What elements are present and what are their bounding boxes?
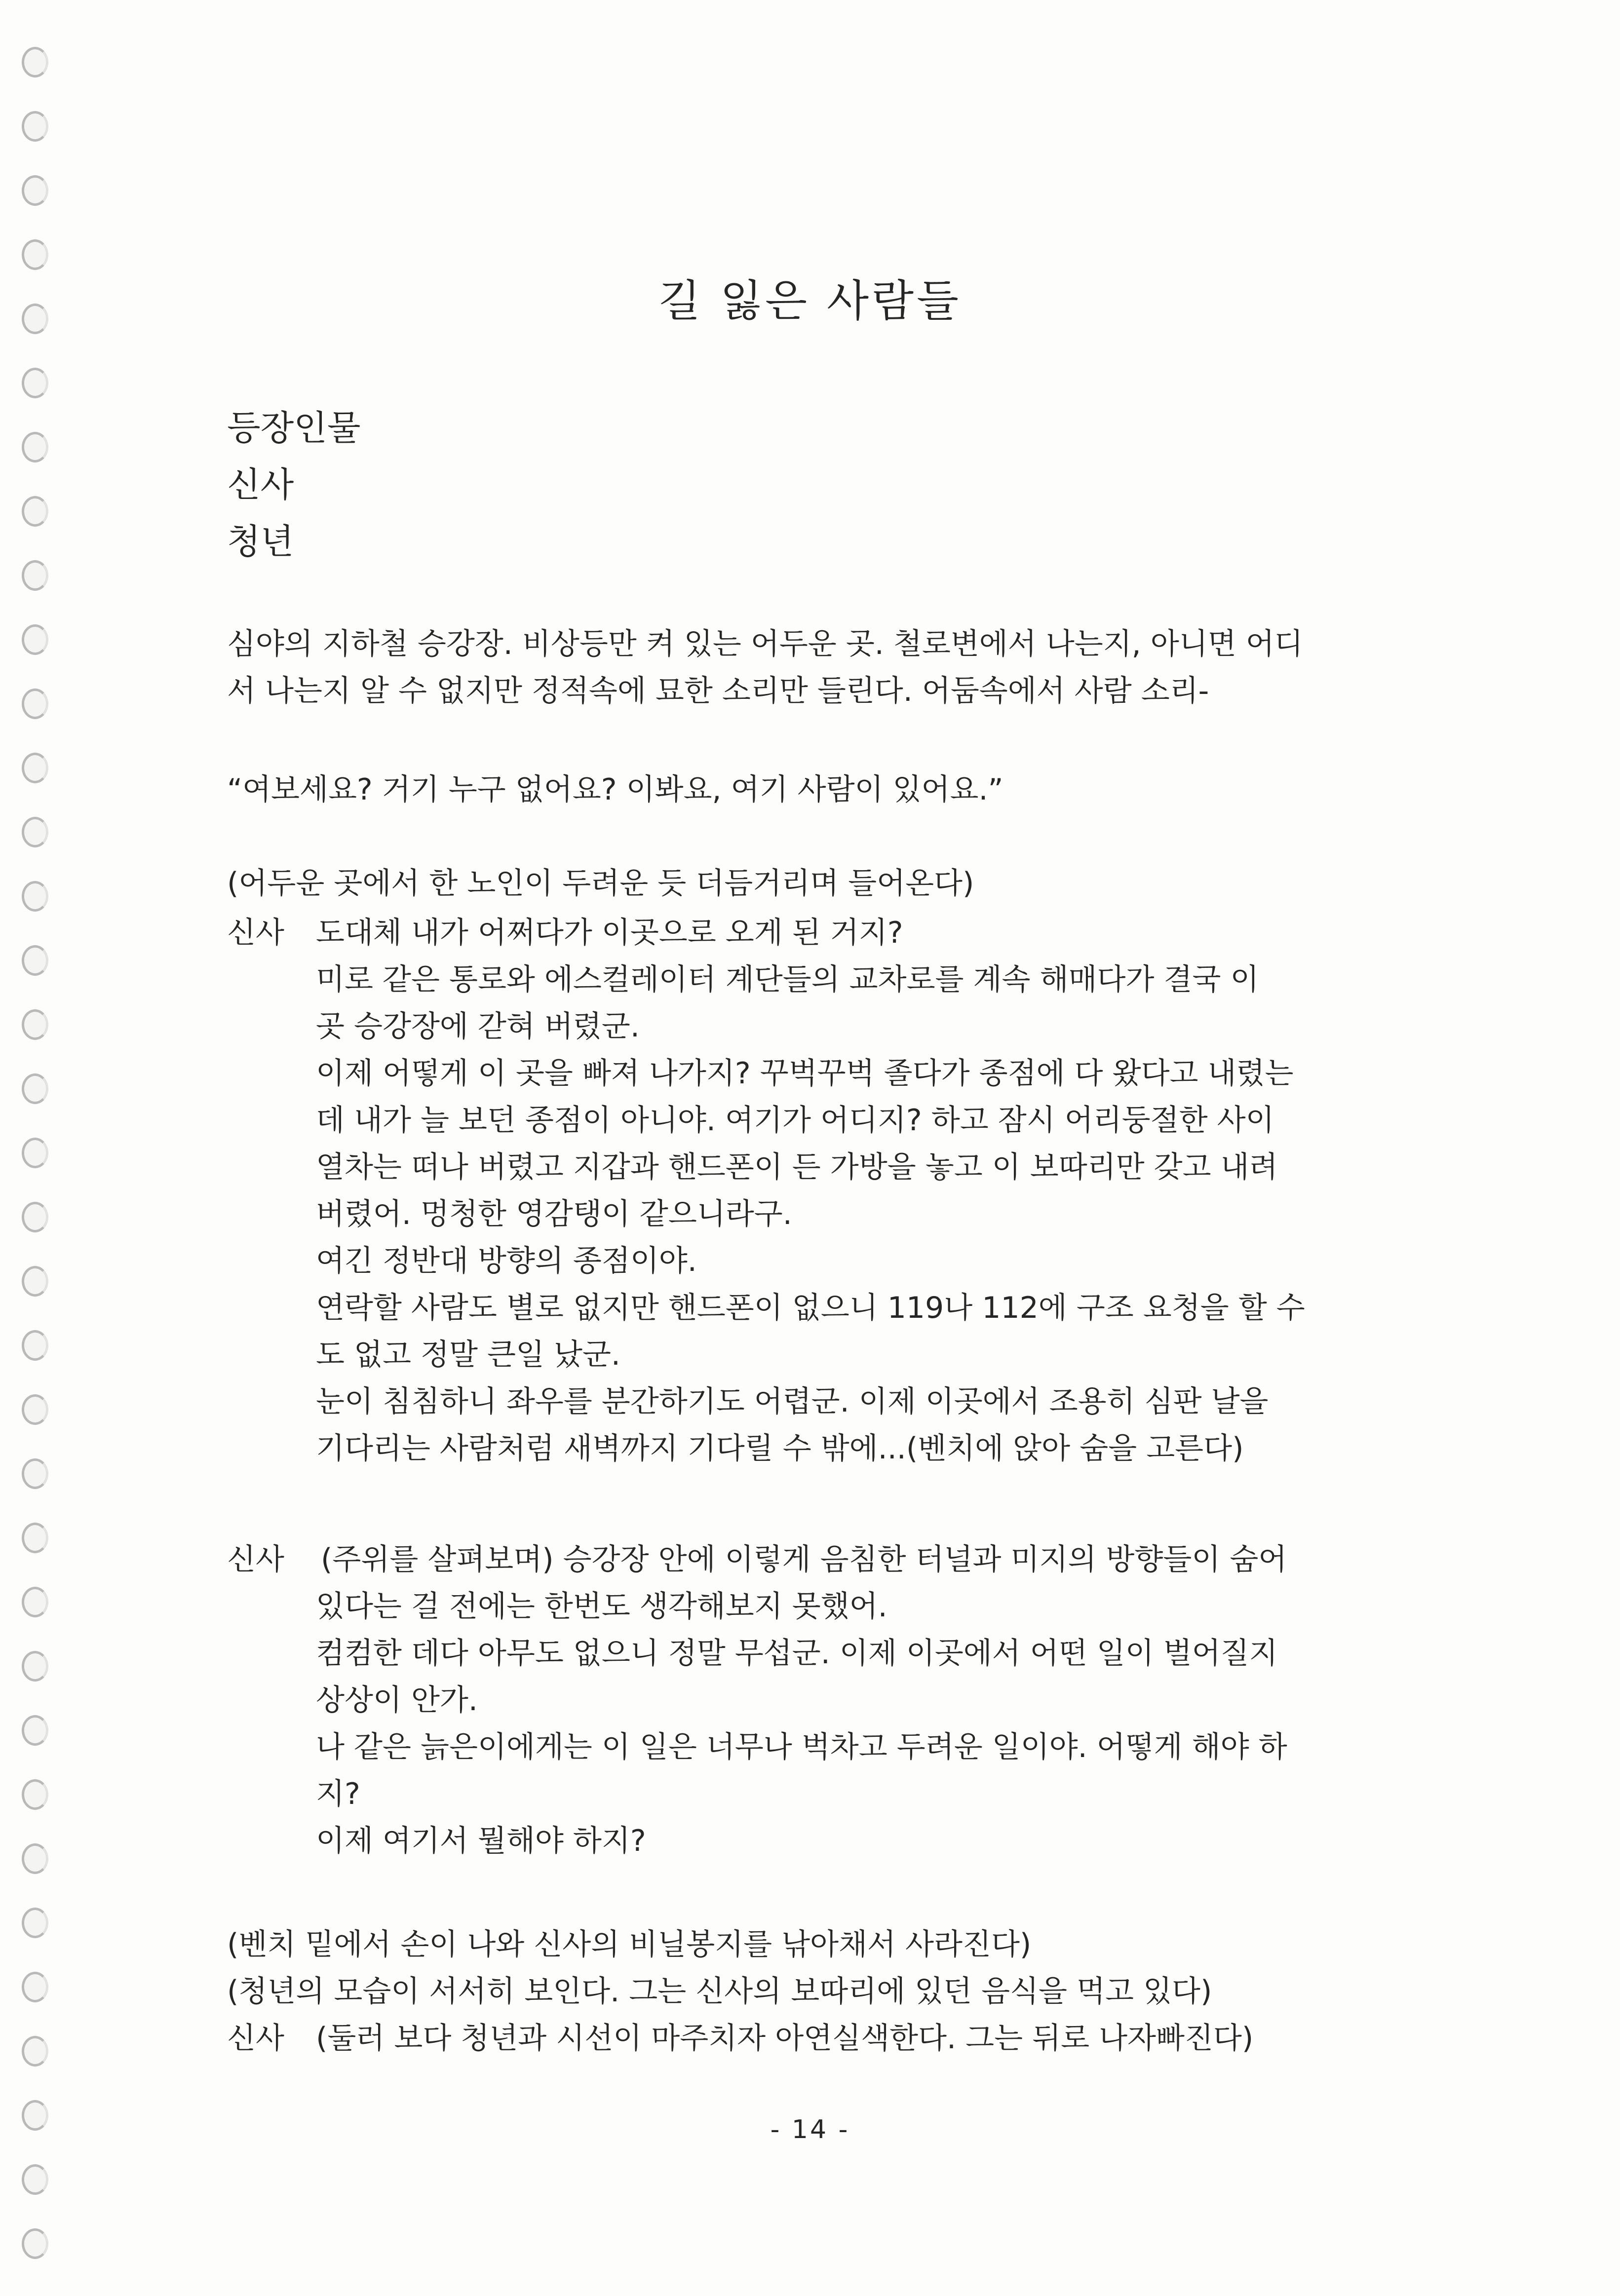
- dialogue-line: 도대체 내가 어쩌다가 이곳으로 오게 된 거지?: [316, 916, 903, 950]
- page-title: 길 잃은 사람들: [658, 275, 962, 326]
- dialogue-line: 나 같은 늙은이에게는 이 일은 너무나 벅차고 두려운 일이야. 어떻게 해야 하: [316, 1730, 1287, 1764]
- binding-hole: [22, 1972, 48, 2002]
- stage-direction: (벤치 밑에서 손이 나와 신사의 비닐봉지를 낚아채서 사라진다): [227, 1927, 1032, 1962]
- dialogue-line: 연락할 사람도 별로 없지만 핸드폰이 없으니 119나 112에 구조 요청을 할 수: [316, 1291, 1305, 1325]
- binding-holes: [15, 47, 59, 2278]
- binding-hole: [22, 1523, 48, 1553]
- binding-hole: [22, 1266, 48, 1297]
- binding-hole: [22, 2228, 48, 2259]
- cast-member: 신사: [227, 464, 294, 505]
- binding-hole: [22, 1715, 48, 1746]
- dialogue-line: 버렸어. 멍청한 영감탱이 같으니라구.: [316, 1197, 792, 1231]
- binding-hole: [22, 1843, 48, 1874]
- binding-hole: [22, 368, 48, 398]
- dialogue-line: 이제 어떻게 이 곳을 빠져 나가지? 꾸벅꾸벅 졸다가 종점에 다 왔다고 내렸는: [316, 1056, 1294, 1091]
- binding-hole: [22, 1587, 48, 1617]
- dialogue-line: 미로 같은 통로와 에스컬레이터 계단들의 교차로를 계속 해매다가 결국 이: [316, 962, 1259, 997]
- binding-hole: [22, 753, 48, 783]
- cast-list: [227, 400, 360, 570]
- dialogue-line: 곳 승강장에 갇혀 버렸군.: [316, 1009, 640, 1044]
- dialogue-line: 기다리는 사람처럼 새벽까지 기다릴 수 밖에...(벤치에 앉아 숨을 고른다): [316, 1431, 1244, 1466]
- binding-hole: [22, 689, 48, 719]
- voice-line: “여보세요? 거기 누구 없어요? 이봐요, 여기 사람이 있어요.”: [227, 772, 1003, 807]
- dialogue-line: 이제 여기서 뭘해야 하지?: [316, 1824, 646, 1858]
- speaker-label: 신사: [227, 1542, 284, 1577]
- binding-hole: [22, 1908, 48, 1938]
- binding-hole: [22, 1458, 48, 1489]
- binding-hole: [22, 1394, 48, 1425]
- binding-hole: [22, 1073, 48, 1104]
- binding-hole: [22, 2036, 48, 2066]
- binding-hole: [22, 1009, 48, 1040]
- binding-hole: [22, 432, 48, 462]
- speaker-label: 신사: [227, 916, 284, 950]
- binding-hole: [22, 1651, 48, 1682]
- dialogue-line: (둘러 보다 청년과 시선이 마주치자 아연실색한다. 그는 뒤로 나자빠진다): [316, 2021, 1254, 2056]
- stage-intro-line: 서 나는지 알 수 없지만 정적속에 묘한 소리만 들린다. 어둠속에서 사람 소리-: [227, 674, 1209, 708]
- dialogue-line: 눈이 침침하니 좌우를 분간하기도 어렵군. 이제 이곳에서 조용히 심판 날을: [316, 1384, 1269, 1419]
- binding-hole: [22, 881, 48, 912]
- dialogue-line: 상상이 안가.: [316, 1683, 478, 1718]
- binding-hole: [22, 111, 48, 142]
- binding-hole: [22, 2164, 48, 2195]
- speaker-label: 신사: [227, 2021, 284, 2056]
- binding-hole: [22, 47, 48, 77]
- binding-hole: [22, 239, 48, 270]
- binding-hole: [22, 945, 48, 976]
- page-number: - 14 -: [770, 2115, 850, 2144]
- stage-direction: (어두운 곳에서 한 노인이 두려운 듯 더듬거리며 들어온다): [227, 866, 974, 901]
- binding-hole: [22, 1330, 48, 1361]
- dialogue-line: 있다는 걸 전에는 한번도 생각해보지 못했어.: [316, 1589, 887, 1624]
- cast-heading: 등장인물: [227, 408, 361, 448]
- stage-direction: (청년의 모습이 서서히 보인다. 그는 신사의 보따리에 있던 음식을 먹고 있다): [227, 1974, 1212, 2009]
- binding-hole: [22, 817, 48, 847]
- stage-intro-line: 심야의 지하철 승강장. 비상등만 켜 있는 어두운 곳. 철로변에서 나는지, 아니면 어디: [227, 627, 1303, 661]
- cast-member: 청년: [227, 521, 294, 562]
- binding-hole: [22, 175, 48, 206]
- binding-hole: [22, 624, 48, 655]
- dialogue-line: (주위를 살펴보며) 승강장 안에 이렇게 음침한 터널과 미지의 방향들이 숨어: [321, 1542, 1287, 1577]
- binding-hole: [22, 496, 48, 527]
- binding-hole: [22, 560, 48, 591]
- binding-hole: [22, 1779, 48, 1810]
- dialogue-line: 데 내가 늘 보던 종점이 아니야. 여기가 어디지? 하고 잠시 어리둥절한 사이: [316, 1103, 1274, 1138]
- binding-hole: [22, 1138, 48, 1168]
- binding-hole: [22, 1202, 48, 1232]
- dialogue-line: 열차는 떠나 버렸고 지갑과 핸드폰이 든 가방을 놓고 이 보따리만 갖고 내려: [316, 1150, 1278, 1185]
- dialogue-line: 컴컴한 데다 아무도 없으니 정말 무섭군. 이제 이곳에서 어떤 일이 벌어질지: [316, 1636, 1278, 1671]
- dialogue-line: 여긴 정반대 방향의 종점이야.: [316, 1244, 697, 1278]
- dialogue-line: 도 없고 정말 큰일 났군.: [316, 1338, 621, 1372]
- dialogue-line: 지?: [316, 1777, 360, 1811]
